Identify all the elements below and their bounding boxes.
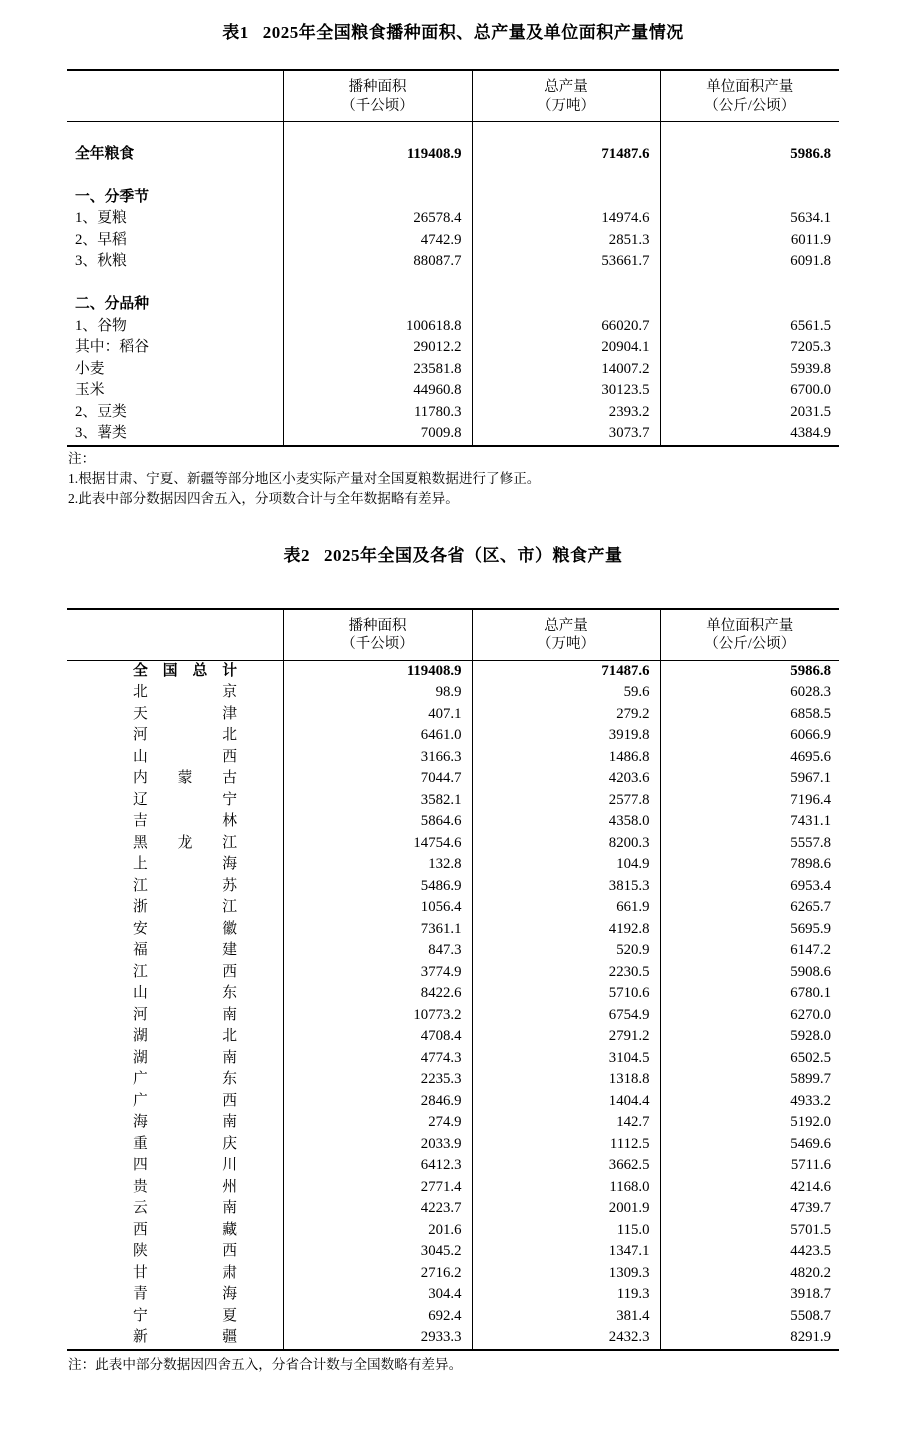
table-row — [67, 1048, 839, 1070]
province-name: 宁夏 — [133, 1307, 237, 1324]
province-output: 1309.3 — [472, 1263, 660, 1285]
table1-row-tubers-label: 3、薯类 — [67, 423, 283, 445]
province-yield: 6858.5 — [790, 705, 831, 722]
table2-row-label-cell — [67, 1112, 283, 1134]
table-row — [67, 983, 839, 1005]
table-row — [67, 940, 839, 962]
table1-wrapper — [67, 69, 839, 445]
province-yield: 6270.0 — [790, 1006, 831, 1023]
province-yield: 7431.1 — [790, 813, 831, 830]
table1 — [67, 69, 839, 445]
table2-header-yield-line1: 单位面积产量 — [706, 617, 794, 634]
province-area: 3774.9 — [283, 962, 472, 984]
table-row — [67, 854, 839, 876]
province-name: 西藏 — [133, 1221, 237, 1238]
province-area: 3045.2 — [283, 1241, 472, 1263]
table-row — [67, 1026, 839, 1048]
province-area: 847.3 — [283, 940, 472, 962]
province-output: 5710.6 — [472, 983, 660, 1005]
province-output: 104.9 — [472, 854, 660, 876]
province-area: 8422.6 — [283, 983, 472, 1005]
province-name: 江苏 — [133, 877, 237, 894]
province-output: 520.9 — [472, 940, 660, 962]
table2-total-yield: 5986.8 — [790, 662, 831, 679]
province-area: 4708.4 — [283, 1026, 472, 1048]
province-output: 1486.8 — [472, 747, 660, 769]
province-area: 10773.2 — [283, 1005, 472, 1027]
province-area: 407.1 — [283, 704, 472, 726]
table1-row-rice-yield: 7205.3 — [790, 339, 831, 356]
table-row — [67, 1220, 839, 1242]
table1-row-cereal — [67, 316, 839, 338]
table2-row-label-cell — [67, 897, 283, 919]
table1-gap-1 — [67, 165, 839, 187]
province-yield: 4820.2 — [790, 1264, 831, 1281]
table1-row-summer — [67, 208, 839, 230]
table-row — [67, 1155, 839, 1177]
province-yield: 4423.5 — [790, 1243, 831, 1260]
province-output: 661.9 — [472, 897, 660, 919]
table-row — [67, 1069, 839, 1091]
province-name: 新疆 — [133, 1329, 237, 1346]
table2-header-output-line2: （万吨） — [537, 636, 595, 653]
table2-head — [67, 609, 839, 661]
table2-header-output-line1: 总产量 — [544, 617, 588, 634]
province-name: 山东 — [133, 985, 237, 1002]
table1-section1-head: 一、分季节 — [67, 187, 283, 209]
province-area: 5864.6 — [283, 811, 472, 833]
table2-row-label-cell — [67, 682, 283, 704]
table2-row-label-cell — [67, 768, 283, 790]
table1-title-text: 2025年全国粮食播种面积、总产量及单位面积产量情况 — [262, 23, 684, 42]
province-name: 河北 — [133, 727, 237, 744]
province-area: 1056.4 — [283, 897, 472, 919]
table2-row-label-cell — [67, 1306, 283, 1328]
table-row — [67, 790, 839, 812]
table1-header-output-line1: 总产量 — [544, 79, 588, 95]
province-name: 天津 — [133, 705, 237, 722]
table-row — [67, 1177, 839, 1199]
table1-row-beans-label: 2、豆类 — [67, 402, 283, 424]
table1-row-tubers-area: 7009.8 — [283, 423, 472, 445]
province-name: 重庆 — [133, 1135, 237, 1152]
table2-header-area — [283, 609, 472, 661]
table2-row-label-cell — [67, 1241, 283, 1263]
province-output: 3662.5 — [472, 1155, 660, 1177]
table1-row-cereal-area: 100618.8 — [283, 316, 472, 338]
province-yield: 4739.7 — [790, 1200, 831, 1217]
province-area: 201.6 — [283, 1220, 472, 1242]
table2-row-label-cell — [67, 1134, 283, 1156]
province-yield: 6147.2 — [790, 942, 831, 959]
table2-header-output — [472, 609, 660, 661]
table1-row-earlyrice-output: 2851.3 — [472, 230, 660, 252]
table2-row-label-cell — [67, 811, 283, 833]
table1-row-summer-label: 1、夏粮 — [67, 208, 283, 230]
table1-row-tubers-yield: 4384.9 — [790, 425, 831, 442]
table1-header-blank — [67, 70, 283, 122]
table1-row-autumn — [67, 251, 839, 273]
table2-row-label-cell — [67, 1005, 283, 1027]
table-row — [67, 725, 839, 747]
province-yield: 5967.1 — [790, 770, 831, 787]
province-area: 2771.4 — [283, 1177, 472, 1199]
table1-row-cereal-output: 66020.7 — [472, 316, 660, 338]
province-output: 1404.4 — [472, 1091, 660, 1113]
province-output: 3815.3 — [472, 876, 660, 898]
table1-row-beans — [67, 402, 839, 424]
table2-row-label-cell — [67, 1048, 283, 1070]
table2-title — [0, 541, 906, 566]
table2-total-label: 全国总计 — [133, 662, 237, 679]
province-yield: 5695.9 — [790, 920, 831, 937]
table-row — [67, 919, 839, 941]
table1-section2-head: 二、分品种 — [67, 294, 283, 316]
province-output: 381.4 — [472, 1306, 660, 1328]
table2-bottom-rule — [67, 1349, 839, 1351]
province-area: 2033.9 — [283, 1134, 472, 1156]
province-yield: 7196.4 — [790, 791, 831, 808]
province-output: 1347.1 — [472, 1241, 660, 1263]
table2-header-blank — [67, 609, 283, 661]
province-area: 98.9 — [283, 682, 472, 704]
province-area: 274.9 — [283, 1112, 472, 1134]
province-area: 6461.0 — [283, 725, 472, 747]
table-row — [67, 962, 839, 984]
table2-total-area: 119408.9 — [283, 660, 472, 682]
province-output: 1112.5 — [472, 1134, 660, 1156]
table-row — [67, 1327, 839, 1349]
table1-row-corn-output: 30123.5 — [472, 380, 660, 402]
table1-row-wheat-area: 23581.8 — [283, 359, 472, 381]
table2 — [67, 608, 839, 1349]
table2-row-label-cell — [67, 876, 283, 898]
province-output: 2230.5 — [472, 962, 660, 984]
province-yield: 5711.6 — [790, 1157, 831, 1174]
table1-row-corn-label: 玉米 — [67, 380, 283, 402]
province-name: 甘肃 — [133, 1264, 237, 1281]
table-row — [67, 1306, 839, 1328]
province-area: 14754.6 — [283, 833, 472, 855]
table-row — [67, 704, 839, 726]
table1-title-number: 表1 — [222, 23, 249, 42]
table1-row-wheat-yield: 5939.8 — [790, 360, 831, 377]
table1-row-summer-output: 14974.6 — [472, 208, 660, 230]
table2-row-label-cell — [67, 940, 283, 962]
province-yield: 7898.6 — [790, 856, 831, 873]
table-row — [67, 1134, 839, 1156]
table2-total-row — [67, 660, 839, 682]
province-name: 安徽 — [133, 920, 237, 937]
province-output: 4203.6 — [472, 768, 660, 790]
province-output: 2432.3 — [472, 1327, 660, 1349]
table2-title-number: 表2 — [283, 545, 310, 565]
province-name: 吉林 — [133, 813, 237, 830]
province-yield: 3918.7 — [790, 1286, 831, 1303]
province-output: 6754.9 — [472, 1005, 660, 1027]
province-name: 四川 — [133, 1157, 237, 1174]
table1-header-area-line1: 播种面积 — [348, 79, 407, 95]
province-name: 江西 — [133, 963, 237, 980]
table1-row-earlyrice-yield: 6011.9 — [790, 231, 831, 248]
province-name: 黑龙江 — [133, 834, 237, 851]
table1-header-yield-line2: （公斤/公顷） — [704, 97, 796, 114]
table1-row-beans-area: 11780.3 — [283, 402, 472, 424]
table1-header-yield-line1: 单位面积产量 — [706, 79, 794, 95]
province-area: 7361.1 — [283, 919, 472, 941]
table2-row-label-cell — [67, 1284, 283, 1306]
table1-note-1: 1.根据甘肃、宁夏、新疆等部分地区小麦实际产量对全国夏粮数据进行了修正。 — [68, 470, 541, 486]
table2-total-output: 71487.6 — [472, 660, 660, 682]
province-area: 7044.7 — [283, 768, 472, 790]
province-output: 142.7 — [472, 1112, 660, 1134]
table1-row-beans-yield: 2031.5 — [790, 403, 831, 420]
province-output: 119.3 — [472, 1284, 660, 1306]
table1-total-yield: 5986.8 — [790, 145, 831, 162]
province-name: 广东 — [133, 1071, 237, 1088]
table2-note: 注：此表中部分数据因四舍五入，分省合计数与全国数略有差异。 — [68, 1356, 463, 1372]
table1-pad-top — [67, 122, 839, 144]
table1-row-earlyrice-label: 2、早稻 — [67, 230, 283, 252]
table1-row-summer-yield: 5634.1 — [790, 210, 831, 227]
province-yield: 8291.9 — [790, 1329, 831, 1346]
province-output: 115.0 — [472, 1220, 660, 1242]
table1-row-rice-label: 其中：稻谷 — [67, 337, 283, 359]
province-output: 1318.8 — [472, 1069, 660, 1091]
table2-row-label-cell — [67, 833, 283, 855]
province-name: 贵州 — [133, 1178, 237, 1195]
province-yield: 5908.6 — [790, 963, 831, 980]
table1-row-autumn-yield: 6091.8 — [790, 253, 831, 270]
table2-row-label-cell — [67, 983, 283, 1005]
table2-row-label-cell — [67, 747, 283, 769]
province-area: 2846.9 — [283, 1091, 472, 1113]
table1-row-autumn-output: 53661.7 — [472, 251, 660, 273]
table1-header-area-line2: （千公顷） — [341, 97, 414, 114]
table1-head — [67, 70, 839, 122]
province-output: 2791.2 — [472, 1026, 660, 1048]
province-yield: 6028.3 — [790, 684, 831, 701]
table2-title-text: 2025年全国及各省（区、市）粮食产量 — [324, 545, 623, 565]
province-yield: 6780.1 — [790, 985, 831, 1002]
province-area: 3582.1 — [283, 790, 472, 812]
table-row — [67, 1263, 839, 1285]
province-output: 3104.5 — [472, 1048, 660, 1070]
province-name: 北京 — [133, 684, 237, 701]
table1-note-2: 2.此表中部分数据因四舍五入，分项数合计与全年数据略有差异。 — [68, 490, 459, 506]
table2-header-yield — [660, 609, 839, 661]
province-yield: 5469.6 — [790, 1135, 831, 1152]
province-area: 132.8 — [283, 854, 472, 876]
table2-row-label-cell — [67, 1155, 283, 1177]
province-output: 1168.0 — [472, 1177, 660, 1199]
province-name: 陕西 — [133, 1243, 237, 1260]
province-name: 海南 — [133, 1114, 237, 1131]
province-yield: 5928.0 — [790, 1028, 831, 1045]
table2-row-label-cell — [67, 1220, 283, 1242]
table2-row-label-cell — [67, 1198, 283, 1220]
table2-header-yield-line2: （公斤/公顷） — [704, 636, 796, 653]
province-area: 4223.7 — [283, 1198, 472, 1220]
table2-row-label-cell — [67, 854, 283, 876]
table1-row-autumn-label: 3、秋粮 — [67, 251, 283, 273]
table1-total-area: 119408.9 — [283, 144, 472, 166]
province-output: 59.6 — [472, 682, 660, 704]
province-yield: 5899.7 — [790, 1071, 831, 1088]
province-yield: 6502.5 — [790, 1049, 831, 1066]
table1-total-output: 71487.6 — [472, 144, 660, 166]
province-yield: 6953.4 — [790, 877, 831, 894]
table1-row-beans-output: 2393.2 — [472, 402, 660, 424]
province-area: 4774.3 — [283, 1048, 472, 1070]
province-name: 青海 — [133, 1286, 237, 1303]
table-row — [67, 1284, 839, 1306]
table1-body — [67, 122, 839, 445]
province-name: 湖北 — [133, 1028, 237, 1045]
table1-header-yield — [660, 70, 839, 122]
table1-row-summer-area: 26578.4 — [283, 208, 472, 230]
table-row — [67, 768, 839, 790]
table1-row-wheat — [67, 359, 839, 381]
table1-notes-head: 注： — [68, 450, 96, 466]
table1-header-area — [283, 70, 472, 122]
table2-row-label-cell — [67, 962, 283, 984]
province-name: 河南 — [133, 1006, 237, 1023]
table2-row-label-cell — [67, 1026, 283, 1048]
province-output: 2577.8 — [472, 790, 660, 812]
table2-row-label-cell — [67, 1327, 283, 1349]
province-yield: 4214.6 — [790, 1178, 831, 1195]
table2-header-area-line1: 播种面积 — [348, 617, 407, 634]
table-row — [67, 1198, 839, 1220]
table2-row-label-cell — [67, 919, 283, 941]
province-output: 8200.3 — [472, 833, 660, 855]
table-row — [67, 1005, 839, 1027]
table-row — [67, 1241, 839, 1263]
table1-row-wheat-output: 14007.2 — [472, 359, 660, 381]
table1-row-cereal-label: 1、谷物 — [67, 316, 283, 338]
province-area: 2933.3 — [283, 1327, 472, 1349]
province-name: 上海 — [133, 856, 237, 873]
province-output: 4192.8 — [472, 919, 660, 941]
province-yield: 4933.2 — [790, 1092, 831, 1109]
province-name: 山西 — [133, 748, 237, 765]
table2-row-label-cell — [67, 1091, 283, 1113]
table1-row-earlyrice — [67, 230, 839, 252]
table2-row-label-cell — [67, 1069, 283, 1091]
table1-row-corn-yield: 6700.0 — [790, 382, 831, 399]
province-name: 福建 — [133, 942, 237, 959]
table1-row-rice-area: 29012.2 — [283, 337, 472, 359]
table1-header-output — [472, 70, 660, 122]
province-yield: 4695.6 — [790, 748, 831, 765]
table1-row-rice-output: 20904.1 — [472, 337, 660, 359]
table1-header-row — [67, 70, 839, 122]
table1-row-earlyrice-area: 4742.9 — [283, 230, 472, 252]
table1-section1-head-row — [67, 187, 839, 209]
table1-row-tubers-output: 3073.7 — [472, 423, 660, 445]
table-row — [67, 897, 839, 919]
province-name: 广西 — [133, 1092, 237, 1109]
province-output: 4358.0 — [472, 811, 660, 833]
province-name: 内蒙古 — [133, 770, 237, 787]
province-area: 6412.3 — [283, 1155, 472, 1177]
table1-gap-2 — [67, 273, 839, 295]
province-output: 279.2 — [472, 704, 660, 726]
table-row — [67, 682, 839, 704]
table1-notes — [66, 449, 840, 509]
table1-header-output-line2: （万吨） — [537, 97, 595, 114]
province-area: 2716.2 — [283, 1263, 472, 1285]
table2-row-label-cell — [67, 790, 283, 812]
province-area: 5486.9 — [283, 876, 472, 898]
province-area: 2235.3 — [283, 1069, 472, 1091]
province-yield: 5192.0 — [790, 1114, 831, 1131]
province-name: 云南 — [133, 1200, 237, 1217]
province-name: 辽宁 — [133, 791, 237, 808]
province-yield: 5557.8 — [790, 834, 831, 851]
table-row — [67, 1112, 839, 1134]
province-name: 湖南 — [133, 1049, 237, 1066]
table1-row-tubers — [67, 423, 839, 445]
province-yield: 5508.7 — [790, 1307, 831, 1324]
table-row — [67, 811, 839, 833]
table2-row-label-cell — [67, 725, 283, 747]
table2-header-area-line2: （千公顷） — [341, 636, 414, 653]
province-name: 浙江 — [133, 899, 237, 916]
province-output: 2001.9 — [472, 1198, 660, 1220]
table2-row-label-cell — [67, 704, 283, 726]
province-area: 304.4 — [283, 1284, 472, 1306]
table1-row-wheat-label: 小麦 — [67, 359, 283, 381]
table-row — [67, 833, 839, 855]
table1-title — [0, 18, 906, 43]
table-row — [67, 1091, 839, 1113]
table2-body — [67, 660, 839, 1349]
table2-row-label-cell — [67, 1177, 283, 1199]
province-area: 3166.3 — [283, 747, 472, 769]
table1-bottom-rule — [67, 445, 839, 447]
table1-row-rice — [67, 337, 839, 359]
table2-row-label-cell — [67, 1263, 283, 1285]
table1-total-row — [67, 144, 839, 166]
table1-row-corn-area: 44960.8 — [283, 380, 472, 402]
province-yield: 6265.7 — [790, 899, 831, 916]
table1-row-corn — [67, 380, 839, 402]
table2-wrapper — [67, 608, 839, 1349]
table2-header-row — [67, 609, 839, 661]
province-yield: 5701.5 — [790, 1221, 831, 1238]
table1-section2-head-row — [67, 294, 839, 316]
province-area: 692.4 — [283, 1306, 472, 1328]
table1-row-cereal-yield: 6561.5 — [790, 317, 831, 334]
province-yield: 6066.9 — [790, 727, 831, 744]
table-row — [67, 876, 839, 898]
table-row — [67, 747, 839, 769]
table1-total-label: 全年粮食 — [67, 144, 283, 166]
table1-row-autumn-area: 88087.7 — [283, 251, 472, 273]
province-output: 3919.8 — [472, 725, 660, 747]
